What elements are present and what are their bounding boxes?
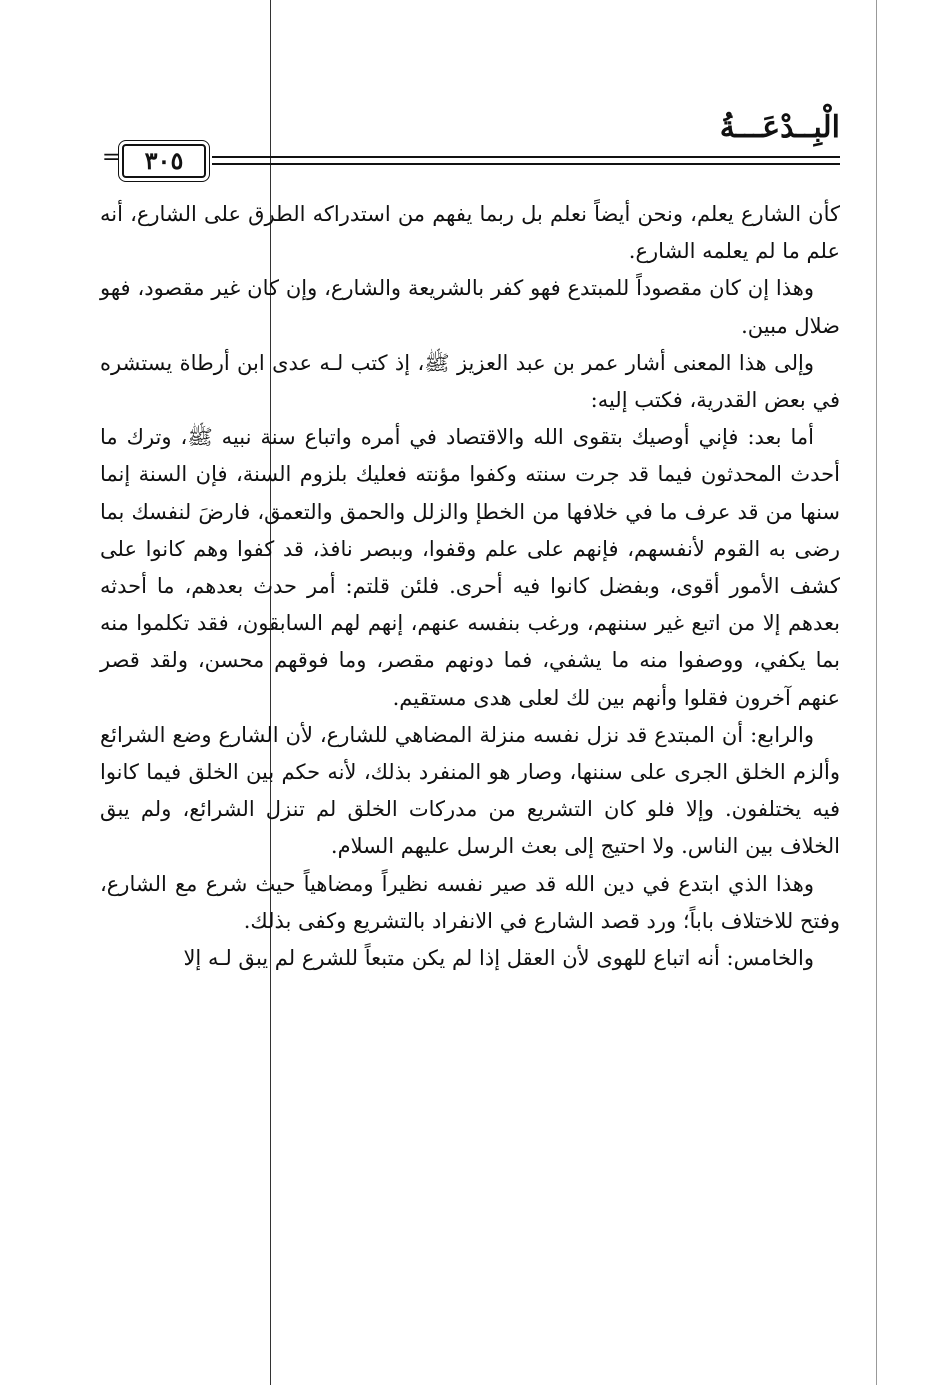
header-double-rule (212, 156, 840, 165)
paragraph-5: والرابع: أن المبتدع قد نزل نفسه منزلة المضاهي للشارع، لأن الشارع وضع الشرائع وألزم الخلق الجرى على سننها، وصار هو المنفرد بذلك، لأنه حكم بين الخلق فيما كانوا فيه يختلفون. وإلا فلو كان التشريع من مدركات الخلق لم تنزل الشرائع، ولم يبق الخلاف بين الناس. ولا احتيج إلى بعث الرسل عليهم السلام. (100, 722, 840, 859)
scan-edge-line (876, 0, 877, 1385)
running-title: الْبِــدْعَـــةُ (719, 110, 840, 145)
paragraph-4-letter: أما بعد: فإني أوصيك بتقوى الله والاقتصاد في أمره واتباع سنة نبيه ﷺ، وترك ما أحدث المحدثون فيما قد جرت سنته وكفوا مؤنته فعليك بلزوم السنة، فإن السنة إنما سنها من قد عرف ما في خلافها من الخطإ والزلل والحمق والتعمق، فارضَ لنفسك بما رضى به القوم لأنفسهم، فإنهم على علم وقفوا، وببصر نافذ، قد كفوا وهم كانوا على كشف الأمور أقوى، وبفضل كانوا فيه أحرى. فلئن قلتم: أمر حدث بعدهم، ما أحدثه بعدهم إلا من اتبع غير سننهم، ورغب بنفسه عنهم، إنهم لهم السابقون، فقد تكلموا منه بما يكفي، ووصفوا منه ما يشفي، فما دونهم مقصر، وما فوقهم محسن، ولقد قصر عنهم آخرون فقلوا وأنهم بين لك لعلى هدى مستقيم. (100, 425, 840, 710)
paragraph-6: وهذا الذي ابتدع في دين الله قد صير نفسه نظيراً ومضاهياً حيث شرع مع الشارع، وفتح للاختلاف باباً؛ ورد قصد الشارع في الانفراد بالتشريع وكفى بذلك. (100, 871, 840, 933)
header-dash-mark: = (102, 145, 121, 170)
header-rule-area (100, 144, 840, 180)
page-header (100, 110, 840, 180)
paragraph-1: كأن الشارع يعلم، ونحن أيضاً نعلم بل ربما يفهم من استدراكه الطرق على الشارع، أنه علم ما لم يعلمه الشارع. (100, 202, 840, 264)
page-number: ٣٠٥ (122, 144, 206, 178)
paragraph-3: وإلى هذا المعنى أشار عمر بن عبد العزيز ﷺ، إذ كتب لـه عدى ابن أرطاة يستشره في بعض القدرية، فكتب إليه: (100, 350, 840, 413)
paragraph-2: وهذا إن كان مقصوداً للمبتدع فهو كفر بالشريعة والشارع، وإن كان غير مقصود، فهو ضلال مبين. (100, 276, 840, 338)
paragraph-7: والخامس: أنه اتباع للهوى لأن العقل إذا لم يكن متبعاً للشرع لم يبق لـه إلا (183, 946, 814, 971)
body-text (100, 196, 840, 977)
